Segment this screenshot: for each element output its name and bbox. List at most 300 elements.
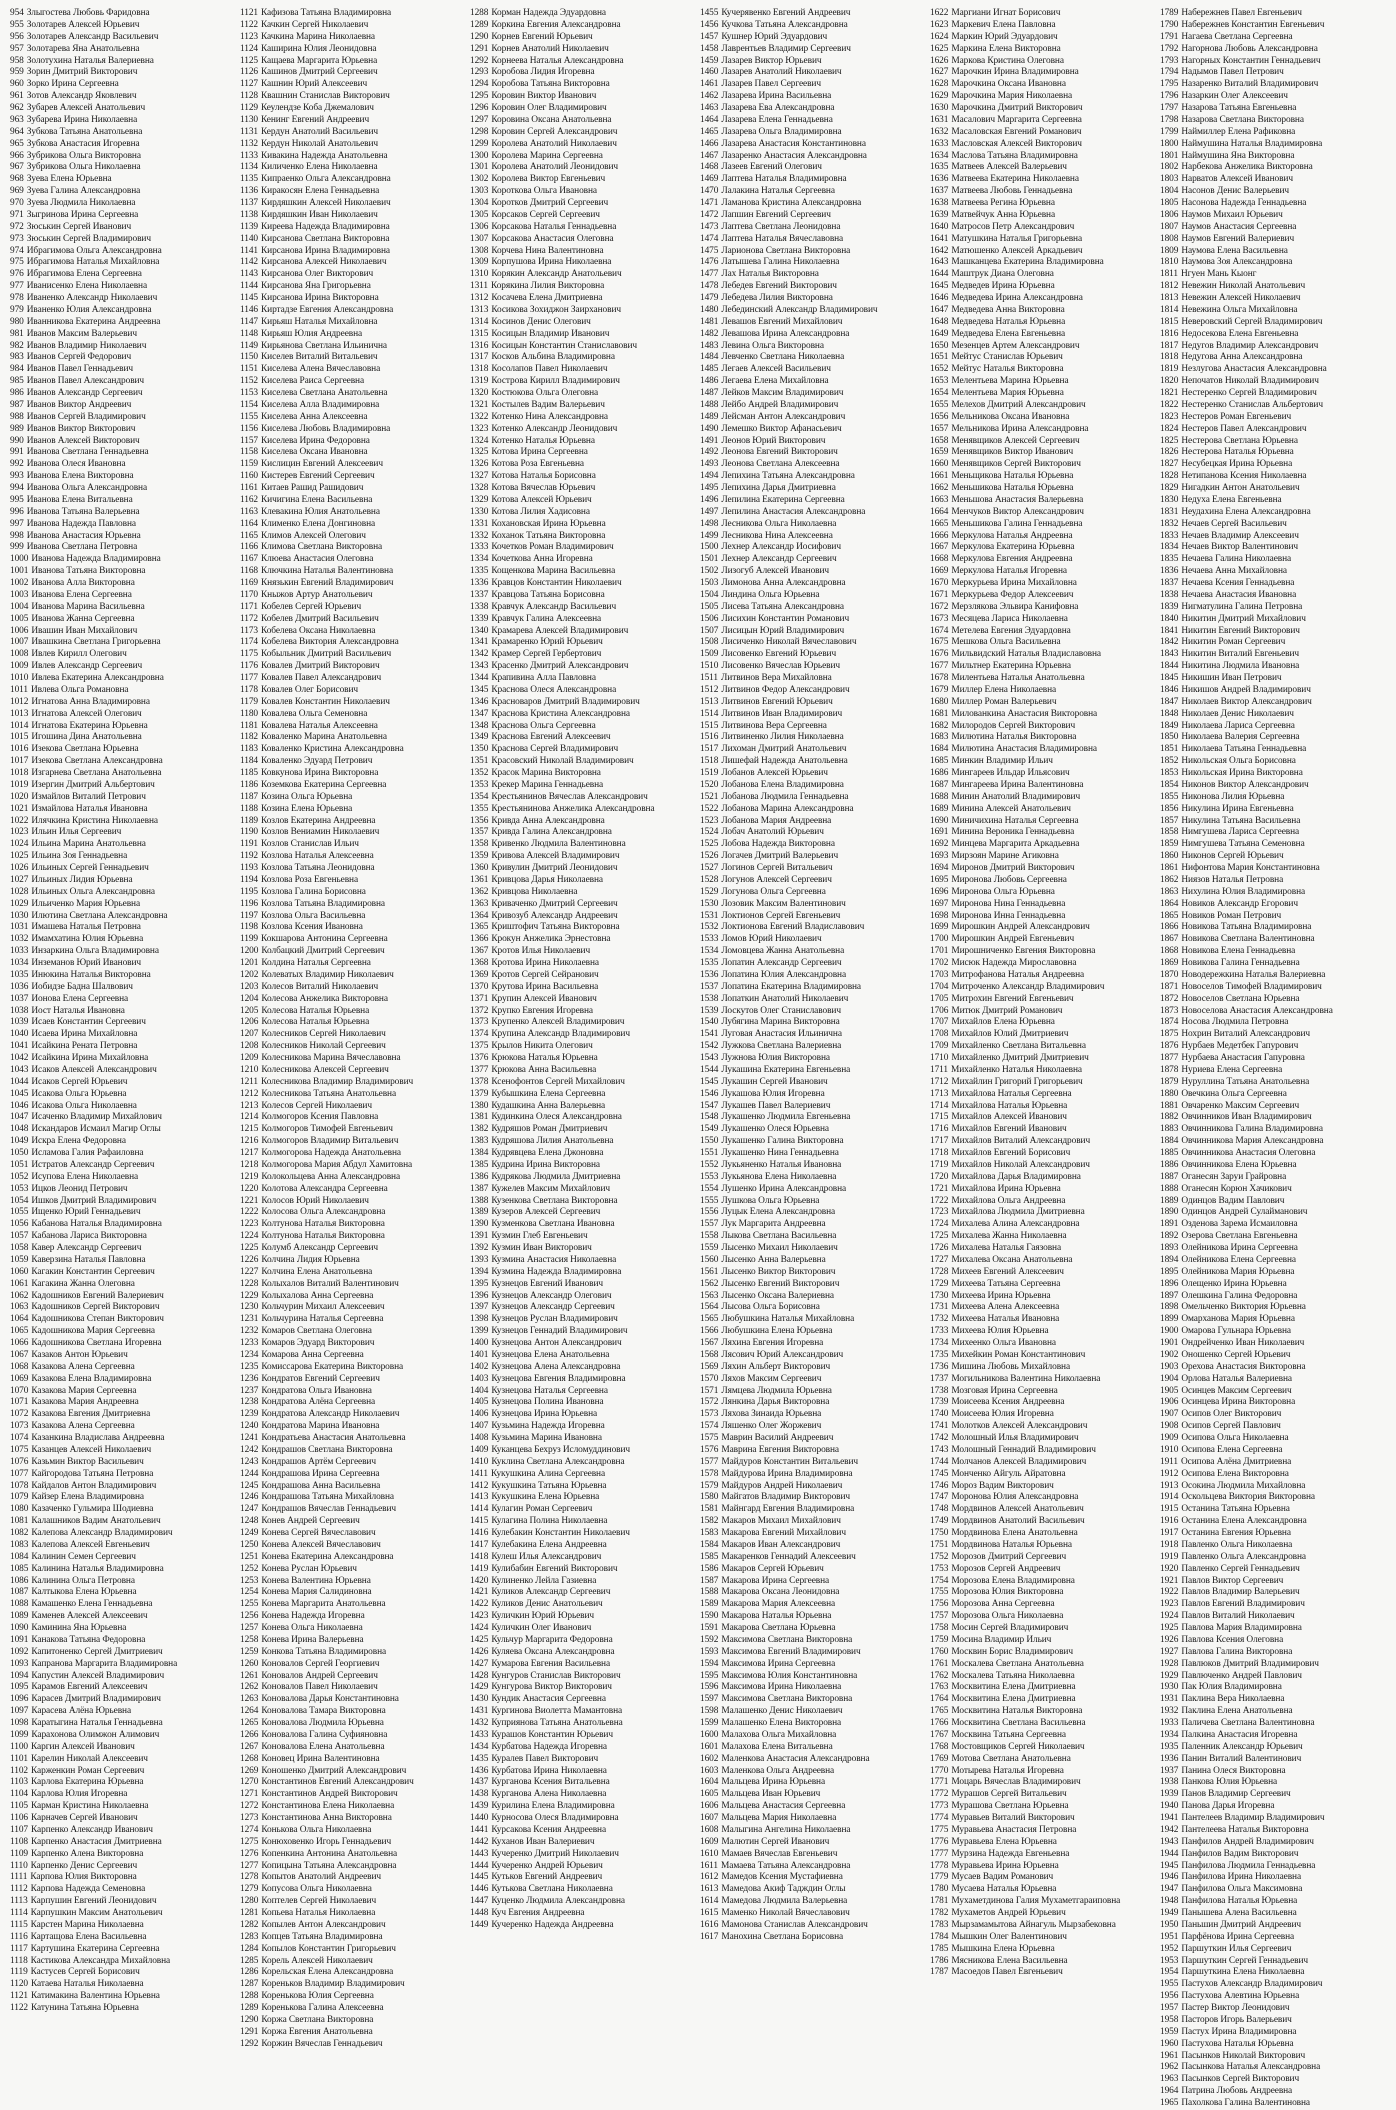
entry-name: Миронова Ольга Юрьевна xyxy=(951,886,1055,897)
list-item xyxy=(240,44,466,56)
entry-name: Коновалов Павел Николаевич xyxy=(261,1682,378,1693)
list-item xyxy=(10,1754,236,1766)
entry-number: 1114 xyxy=(10,1908,28,1918)
entry-name: Кудрявцева Елена Джоновна xyxy=(491,1148,604,1158)
list-item xyxy=(10,1932,236,1944)
entry-name: Кайдалов Антон Владимирович xyxy=(31,1480,157,1491)
list-item xyxy=(240,566,466,578)
entry-number: 1938 xyxy=(1160,1777,1179,1788)
list-item xyxy=(930,1409,1156,1421)
entry-number: 1947 xyxy=(1160,1884,1179,1895)
entry-number: 1313 xyxy=(470,304,489,315)
entry-name: Макаров Иван Александрович xyxy=(721,1539,841,1550)
entry-name: Ищенко Юрий Геннадьевич xyxy=(31,1207,141,1218)
entry-number: 1362 xyxy=(470,886,489,897)
entry-number: 1396 xyxy=(470,1290,489,1301)
list-item xyxy=(930,139,1156,151)
entry-number: 1335 xyxy=(470,566,489,577)
entry-name: Исаков Алексей Александрович xyxy=(31,1064,157,1075)
list-item xyxy=(930,744,1156,756)
entry-name: Максимова Юлия Константиновна xyxy=(721,1670,858,1681)
entry-name: Карстен Марина Николаевна xyxy=(30,1919,144,1930)
entry-number: 1672 xyxy=(930,601,949,612)
entry-name: Насонов Денис Валерьевич xyxy=(1181,186,1290,197)
entry-number: 1712 xyxy=(930,1076,949,1087)
entry-number: 1814 xyxy=(1160,304,1179,315)
entry-number: 1270 xyxy=(240,1777,259,1788)
list-item xyxy=(1160,364,1386,376)
list-item xyxy=(700,1219,926,1231)
entry-number: 1901 xyxy=(1160,1338,1179,1348)
list-item xyxy=(470,139,696,151)
entry-number: 1117 xyxy=(10,1943,28,1954)
entry-name: Матюшенко Алексей Аркадьевич xyxy=(951,245,1083,256)
entry-number: 1768 xyxy=(930,1741,949,1752)
entry-name: Коржин Вячеслав Геннадьевич xyxy=(261,2038,383,2049)
entry-number: 1888 xyxy=(1160,1183,1179,1194)
list-item xyxy=(10,20,236,32)
list-item xyxy=(10,1267,236,1279)
list-item xyxy=(470,1291,696,1303)
entry-number: 1321 xyxy=(470,399,489,410)
list-item xyxy=(10,1243,236,1255)
entry-name: Зюськин Сергей Иванович xyxy=(26,221,132,232)
entry-name: Козлова Ольга Васильевна xyxy=(261,910,366,921)
entry-number: 1687 xyxy=(930,779,949,790)
entry-name: Кузеров Алексей Сергеевич xyxy=(491,1207,601,1218)
entry-number: 1735 xyxy=(930,1349,949,1360)
list-item xyxy=(240,1255,466,1267)
entry-number: 1393 xyxy=(470,1254,489,1265)
list-item xyxy=(240,1492,466,1504)
entry-number: 1231 xyxy=(240,1314,259,1325)
list-item xyxy=(470,637,696,649)
entry-number: 1502 xyxy=(700,566,719,577)
entry-number: 1519 xyxy=(700,768,719,778)
entry-name: Панов Владимир Сергеевич xyxy=(1181,1789,1291,1800)
list-item xyxy=(700,934,926,946)
entry-number: 1657 xyxy=(930,423,949,434)
entry-name: Николаев Виктор Александрович xyxy=(1181,696,1312,707)
entry-name: Ивашкина Светлана Григорьевна xyxy=(31,637,161,648)
list-item xyxy=(240,162,466,174)
list-item xyxy=(240,519,466,531)
list-item xyxy=(10,1469,236,1481)
entry-name: Мотова Светлана Анатольевна xyxy=(951,1753,1071,1764)
entry-name: Канакова Татьяна Федоровна xyxy=(31,1634,146,1645)
entry-name: Нечаев Виктор Валентинович xyxy=(1181,542,1298,553)
entry-number: 1693 xyxy=(930,851,949,862)
entry-name: Климов Алексей Олегович xyxy=(261,530,366,541)
entry-number: 1344 xyxy=(470,673,489,683)
entry-name: Наймушина Яна Викторовна xyxy=(1181,150,1295,161)
list-item xyxy=(1160,1754,1386,1766)
list-item xyxy=(10,1789,236,1801)
entry-name: Павленко Ольга Николаевна xyxy=(1181,1539,1293,1550)
list-item xyxy=(240,614,466,626)
entry-name: Матвеева Регина Юрьевна xyxy=(951,198,1055,208)
entry-number: 1926 xyxy=(1160,1634,1179,1645)
entry-number: 1034 xyxy=(10,958,29,968)
entry-name: Иванов Владимир Николаевич xyxy=(26,340,147,351)
entry-name: Кондратова Ольга Ивановна xyxy=(261,1385,372,1396)
list-item xyxy=(700,1267,926,1279)
list-item xyxy=(930,1849,1156,1861)
entry-number: 1790 xyxy=(1160,19,1179,30)
list-item xyxy=(930,1801,1156,1813)
list-item xyxy=(1160,1350,1386,1362)
entry-number: 1898 xyxy=(1160,1302,1179,1313)
list-item xyxy=(470,246,696,258)
list-item xyxy=(240,661,466,673)
entry-name: Пахолкова Галина Валентиновна xyxy=(1181,2098,1310,2108)
entry-name: Останина Татьяна Юрьевна xyxy=(1181,1504,1290,1515)
list-item xyxy=(930,1540,1156,1552)
entry-number: 1703 xyxy=(930,969,949,980)
entry-number: 1356 xyxy=(470,815,489,826)
entry-name: Крекер Марина Геннадьевна xyxy=(491,779,604,790)
entry-number: 1258 xyxy=(240,1634,259,1645)
list-item xyxy=(700,1148,926,1160)
list-item xyxy=(700,186,926,198)
entry-number: 1643 xyxy=(930,257,949,268)
entry-number: 1332 xyxy=(470,530,489,541)
list-item xyxy=(1160,1694,1386,1706)
entry-name: Ибрагимова Елена Сергеевна xyxy=(26,269,142,280)
list-item xyxy=(10,317,236,329)
entry-name: Мамаев Вячеслав Евгеньевич xyxy=(721,1848,838,1859)
entry-number: 1728 xyxy=(930,1266,949,1277)
list-item xyxy=(240,79,466,91)
list-item xyxy=(10,388,236,400)
entry-name: Коржа Евгения Анатольевна xyxy=(261,2026,373,2037)
entry-number: 1505 xyxy=(700,601,719,612)
entry-number: 1684 xyxy=(930,744,949,755)
entry-name: Панфилова Ольга Максимовна xyxy=(1181,1884,1303,1895)
entry-number: 1093 xyxy=(10,1658,29,1669)
list-item xyxy=(700,519,926,531)
list-item xyxy=(930,1065,1156,1077)
list-item xyxy=(930,851,1156,863)
entry-name: Макарова Наталья Юрьевна xyxy=(721,1611,832,1622)
entry-name: Назарова Татьяна Евгеньевна xyxy=(1181,103,1297,113)
list-item xyxy=(10,1006,236,1018)
entry-name: Майдуров Андрей Николаевич xyxy=(721,1480,843,1491)
entry-number: 1191 xyxy=(240,839,259,850)
entry-name: Копьева Наталья Николаевна xyxy=(261,1908,376,1918)
entry-name: Недугов Владимир Александрович xyxy=(1181,340,1319,351)
entry-number: 1172 xyxy=(240,613,259,624)
entry-name: Кирсанова Светлана Викторовна xyxy=(261,233,390,244)
entry-name: Крокун Анжелика Эрнестовна xyxy=(491,934,611,945)
entry-number: 1217 xyxy=(240,1148,259,1158)
entry-number: 1248 xyxy=(240,1516,259,1527)
list-item xyxy=(700,44,926,56)
entry-name: Кучеренко Надежда Андреевна xyxy=(491,1919,614,1930)
entry-number: 1930 xyxy=(1160,1682,1179,1693)
entry-name: Кузмина Надежда Владимировна xyxy=(491,1266,622,1277)
entry-name: Лобач Анатолий Юрьевич xyxy=(721,827,824,838)
list-item xyxy=(1160,1659,1386,1671)
entry-name: Матросов Петр Александрович xyxy=(951,221,1075,232)
entry-name: Павлова Галина Викторовна xyxy=(1181,1646,1293,1657)
entry-name: Кислицин Евгений Алексеевич xyxy=(261,459,383,470)
entry-name: Локтионов Сергей Евгеньевич xyxy=(721,910,841,921)
entry-number: 1437 xyxy=(470,1777,489,1788)
entry-number: 1029 xyxy=(10,898,29,909)
list-item xyxy=(10,127,236,139)
list-item xyxy=(1160,388,1386,400)
entry-number: 1846 xyxy=(1160,684,1179,695)
entry-name: Никонова Лилия Юрьевна xyxy=(1181,791,1285,802)
entry-number: 1673 xyxy=(930,613,949,624)
list-item xyxy=(700,1932,926,1944)
entry-number: 972 xyxy=(10,221,24,232)
list-item xyxy=(470,388,696,400)
entry-number: 1939 xyxy=(1160,1789,1179,1800)
entry-number: 1713 xyxy=(930,1088,949,1099)
entry-name: Мышкин Олег Валентинович xyxy=(951,1931,1067,1942)
entry-name: Лопатина Екатерина Владимировна xyxy=(721,981,861,992)
entry-number: 1220 xyxy=(240,1183,259,1194)
entry-number: 1813 xyxy=(1160,293,1179,303)
entry-number: 980 xyxy=(10,316,24,327)
entry-name: Лубягина Марина Викторовна xyxy=(721,1017,840,1028)
entry-name: Капранова Маргарита Владимировна xyxy=(31,1658,178,1669)
list-item xyxy=(1160,1314,1386,1326)
list-item xyxy=(930,186,1156,198)
entry-name: Ковалев Олег Борисович xyxy=(261,684,359,695)
list-item xyxy=(930,1255,1156,1267)
list-item xyxy=(1160,1053,1386,1065)
list-item xyxy=(240,839,466,851)
list-item xyxy=(930,222,1156,234)
entry-number: 1324 xyxy=(470,435,489,446)
entry-number: 1957 xyxy=(1160,2003,1179,2013)
entry-name: Колесникова Владимир Владимирович xyxy=(261,1076,414,1087)
list-item xyxy=(10,1457,236,1469)
entry-name: Ильиченко Мария Юрьевна xyxy=(31,898,141,909)
entry-name: Красовский Николай Владимирович xyxy=(491,756,634,767)
entry-name: Наймиллер Елена Рафиковна xyxy=(1181,126,1296,137)
entry-name: Мельникова Оксана Ивановна xyxy=(951,411,1070,422)
entry-name: Нгуен Мань Кыонг xyxy=(1181,269,1257,280)
list-item xyxy=(1160,626,1386,638)
entry-name: Мельникова Ирина Александровна xyxy=(951,423,1089,434)
list-item xyxy=(700,1872,926,1884)
list-item xyxy=(10,1255,236,1267)
list-item xyxy=(240,1956,466,1968)
list-item xyxy=(470,816,696,828)
entry-number: 1734 xyxy=(930,1338,949,1348)
entry-name: Киселева Светлана Анатольевна xyxy=(261,388,388,398)
entry-number: 986 xyxy=(10,388,24,398)
list-item xyxy=(700,352,926,364)
list-item xyxy=(1160,1089,1386,1101)
entry-name: Ляхина Евгения Игоревна xyxy=(721,1338,824,1348)
list-item xyxy=(240,1908,466,1920)
list-item xyxy=(10,1219,236,1231)
entry-number: 1857 xyxy=(1160,815,1179,826)
list-item xyxy=(700,32,926,44)
entry-number: 1107 xyxy=(10,1824,29,1835)
entry-name: Маркина Елена Викторовна xyxy=(951,43,1061,54)
entry-name: Мосина Владимир Ильич xyxy=(951,1634,1052,1645)
list-item xyxy=(1160,305,1386,317)
list-item xyxy=(700,1386,926,1398)
entry-name: Кучеренко Дмитрий Николаевич xyxy=(491,1848,619,1859)
entry-name: Куличкин Олег Иванович xyxy=(491,1623,592,1633)
list-item xyxy=(1160,1991,1386,2003)
entry-name: Зорко Ирина Сергеевна xyxy=(26,79,119,90)
entry-name: Лаптева Наталья Вячеславовна xyxy=(721,233,844,244)
entry-number: 1797 xyxy=(1160,103,1179,113)
entry-number: 1267 xyxy=(240,1741,259,1752)
list-item xyxy=(470,1492,696,1504)
entry-number: 1683 xyxy=(930,732,949,743)
list-item xyxy=(700,1849,926,1861)
list-item xyxy=(700,1172,926,1184)
entry-number: 1951 xyxy=(1160,1931,1179,1942)
entry-name: Малыгина Ангелина Николаевна xyxy=(721,1824,851,1835)
entry-name: Макарова Оксана Леонидовна xyxy=(721,1587,840,1598)
entry-number: 1244 xyxy=(240,1468,259,1479)
entry-name: Мосин Сергей Владимирович xyxy=(951,1623,1069,1633)
entry-number: 1553 xyxy=(700,1171,719,1182)
entry-name: Пастухова Наталья Юрьевна xyxy=(1181,2038,1294,2049)
entry-name: Киселева Алла Владимировна xyxy=(261,399,380,410)
entry-number: 1871 xyxy=(1160,981,1179,992)
entry-number: 1012 xyxy=(10,696,29,707)
list-item xyxy=(10,1350,236,1362)
entry-name: Конева Валентина Юрьевна xyxy=(261,1575,371,1586)
list-item xyxy=(930,436,1156,448)
entry-number: 970 xyxy=(10,198,24,208)
entry-name: Игнатова Екатерина Юрьевна xyxy=(31,720,148,731)
list-item xyxy=(930,1825,1156,1837)
entry-name: Лушкова Ольга Юрьевна xyxy=(721,1195,820,1206)
entry-name: Корсакова Наталья Геннадьевна xyxy=(491,221,617,232)
entry-name: Наумова Елена Васильевна xyxy=(1181,245,1288,256)
list-item xyxy=(700,614,926,626)
list-item xyxy=(700,780,926,792)
list-item xyxy=(240,1421,466,1433)
entry-name: Никитин Дмитрий Михайлович xyxy=(1181,613,1306,624)
entry-name: Масалович Маргарита Сергеевна xyxy=(951,114,1082,125)
entry-number: 1960 xyxy=(1160,2038,1179,2049)
list-item xyxy=(700,1409,926,1421)
entry-name: Королева Виктор Евгеньевич xyxy=(491,174,606,185)
entry-name: Карпенко Анастасия Дмитриевна xyxy=(31,1836,162,1847)
list-item xyxy=(10,887,236,899)
entry-number: 1358 xyxy=(470,839,489,850)
list-item xyxy=(1160,2003,1386,2015)
list-item xyxy=(700,317,926,329)
entry-number: 1815 xyxy=(1160,316,1179,327)
entry-number: 1063 xyxy=(10,1302,29,1313)
list-item xyxy=(10,590,236,602)
entry-number: 1187 xyxy=(240,791,259,802)
entry-name: Мальцева Ирина Юрьевна xyxy=(721,1777,826,1788)
list-item xyxy=(10,1884,236,1896)
entry-number: 1854 xyxy=(1160,779,1179,790)
entry-number: 1228 xyxy=(240,1278,259,1289)
list-item xyxy=(10,459,236,471)
entry-name: Кныжов Артур Анатольевич xyxy=(261,589,373,600)
entry-number: 1340 xyxy=(470,625,489,636)
entry-name: Медведева Ирина Александровна xyxy=(951,293,1083,303)
entry-name: Конева Ольга Николаевна xyxy=(261,1623,363,1633)
list-item xyxy=(10,162,236,174)
entry-name: Осипов Олег Викторович xyxy=(1181,1409,1282,1420)
entry-number: 1861 xyxy=(1160,863,1179,873)
entry-name: Корнев Анатолий Николаевич xyxy=(491,43,609,54)
entry-name: Овчинникова Анастасия Олеговна xyxy=(1181,1148,1316,1158)
entry-name: Кокшарова Антонина Сергеевна xyxy=(261,934,388,945)
list-item xyxy=(470,887,696,899)
entry-name: Муравьева Анастасия Петровна xyxy=(951,1824,1077,1835)
entry-number: 1561 xyxy=(700,1266,719,1277)
entry-name: Исакова Ольга Николаевна xyxy=(31,1100,137,1111)
entry-number: 1928 xyxy=(1160,1658,1179,1669)
entry-number: 1144 xyxy=(240,281,259,292)
entry-name: Макаров Михаил Михайлович xyxy=(721,1516,841,1527)
entry-number: 1015 xyxy=(10,732,29,743)
entry-number: 1671 xyxy=(930,589,949,600)
list-item xyxy=(700,1647,926,1659)
entry-number: 1390 xyxy=(470,1219,489,1230)
entry-number: 1955 xyxy=(1160,1979,1179,1990)
entry-name: Кучкова Татьяна Александровна xyxy=(721,19,848,30)
entry-name: Москвитина Елена Дмитриевна xyxy=(951,1682,1076,1693)
entry-number: 1105 xyxy=(10,1801,29,1812)
list-item xyxy=(930,364,1156,376)
list-item xyxy=(700,1017,926,1029)
entry-name: Мальцева Мария Николаевна xyxy=(721,1813,837,1823)
entry-number: 978 xyxy=(10,293,24,303)
entry-number: 1933 xyxy=(1160,1718,1179,1728)
list-item xyxy=(470,281,696,293)
list-item xyxy=(240,1231,466,1243)
list-item xyxy=(10,1991,236,2003)
entry-name: Кочеткова Анна Игоревна xyxy=(491,554,593,565)
list-item xyxy=(1160,721,1386,733)
entry-name: Конев Андрей Сергеевич xyxy=(261,1516,360,1527)
entry-number: 1094 xyxy=(10,1670,29,1681)
entry-number: 1212 xyxy=(240,1088,259,1099)
entry-name: Одинцов Андрей Сулайманович xyxy=(1181,1207,1308,1218)
entry-name: Корсаков Сергей Сергеевич xyxy=(491,209,600,220)
entry-name: Лисева Татьяна Александровна xyxy=(721,601,844,612)
list-item xyxy=(10,1742,236,1754)
entry-number: 1761 xyxy=(930,1658,949,1669)
entry-name: Казакова Мария Андреевна xyxy=(31,1397,139,1408)
entry-number: 1043 xyxy=(10,1064,29,1075)
list-item xyxy=(470,1481,696,1493)
entry-number: 1318 xyxy=(470,364,489,375)
entry-number: 1128 xyxy=(240,91,259,102)
entry-number: 1769 xyxy=(930,1753,949,1764)
entry-number: 1895 xyxy=(1160,1266,1179,1277)
list-item xyxy=(930,1587,1156,1599)
list-item xyxy=(930,1528,1156,1540)
entry-name: Овчинникова Елена Юрьевна xyxy=(1181,1159,1297,1170)
entry-number: 1420 xyxy=(470,1575,489,1586)
entry-name: Ивлев Александр Сергеевич xyxy=(31,661,143,672)
list-item xyxy=(930,1421,1156,1433)
entry-number: 1316 xyxy=(470,340,489,351)
entry-name: Котова Наталья Борисовна xyxy=(491,471,596,482)
